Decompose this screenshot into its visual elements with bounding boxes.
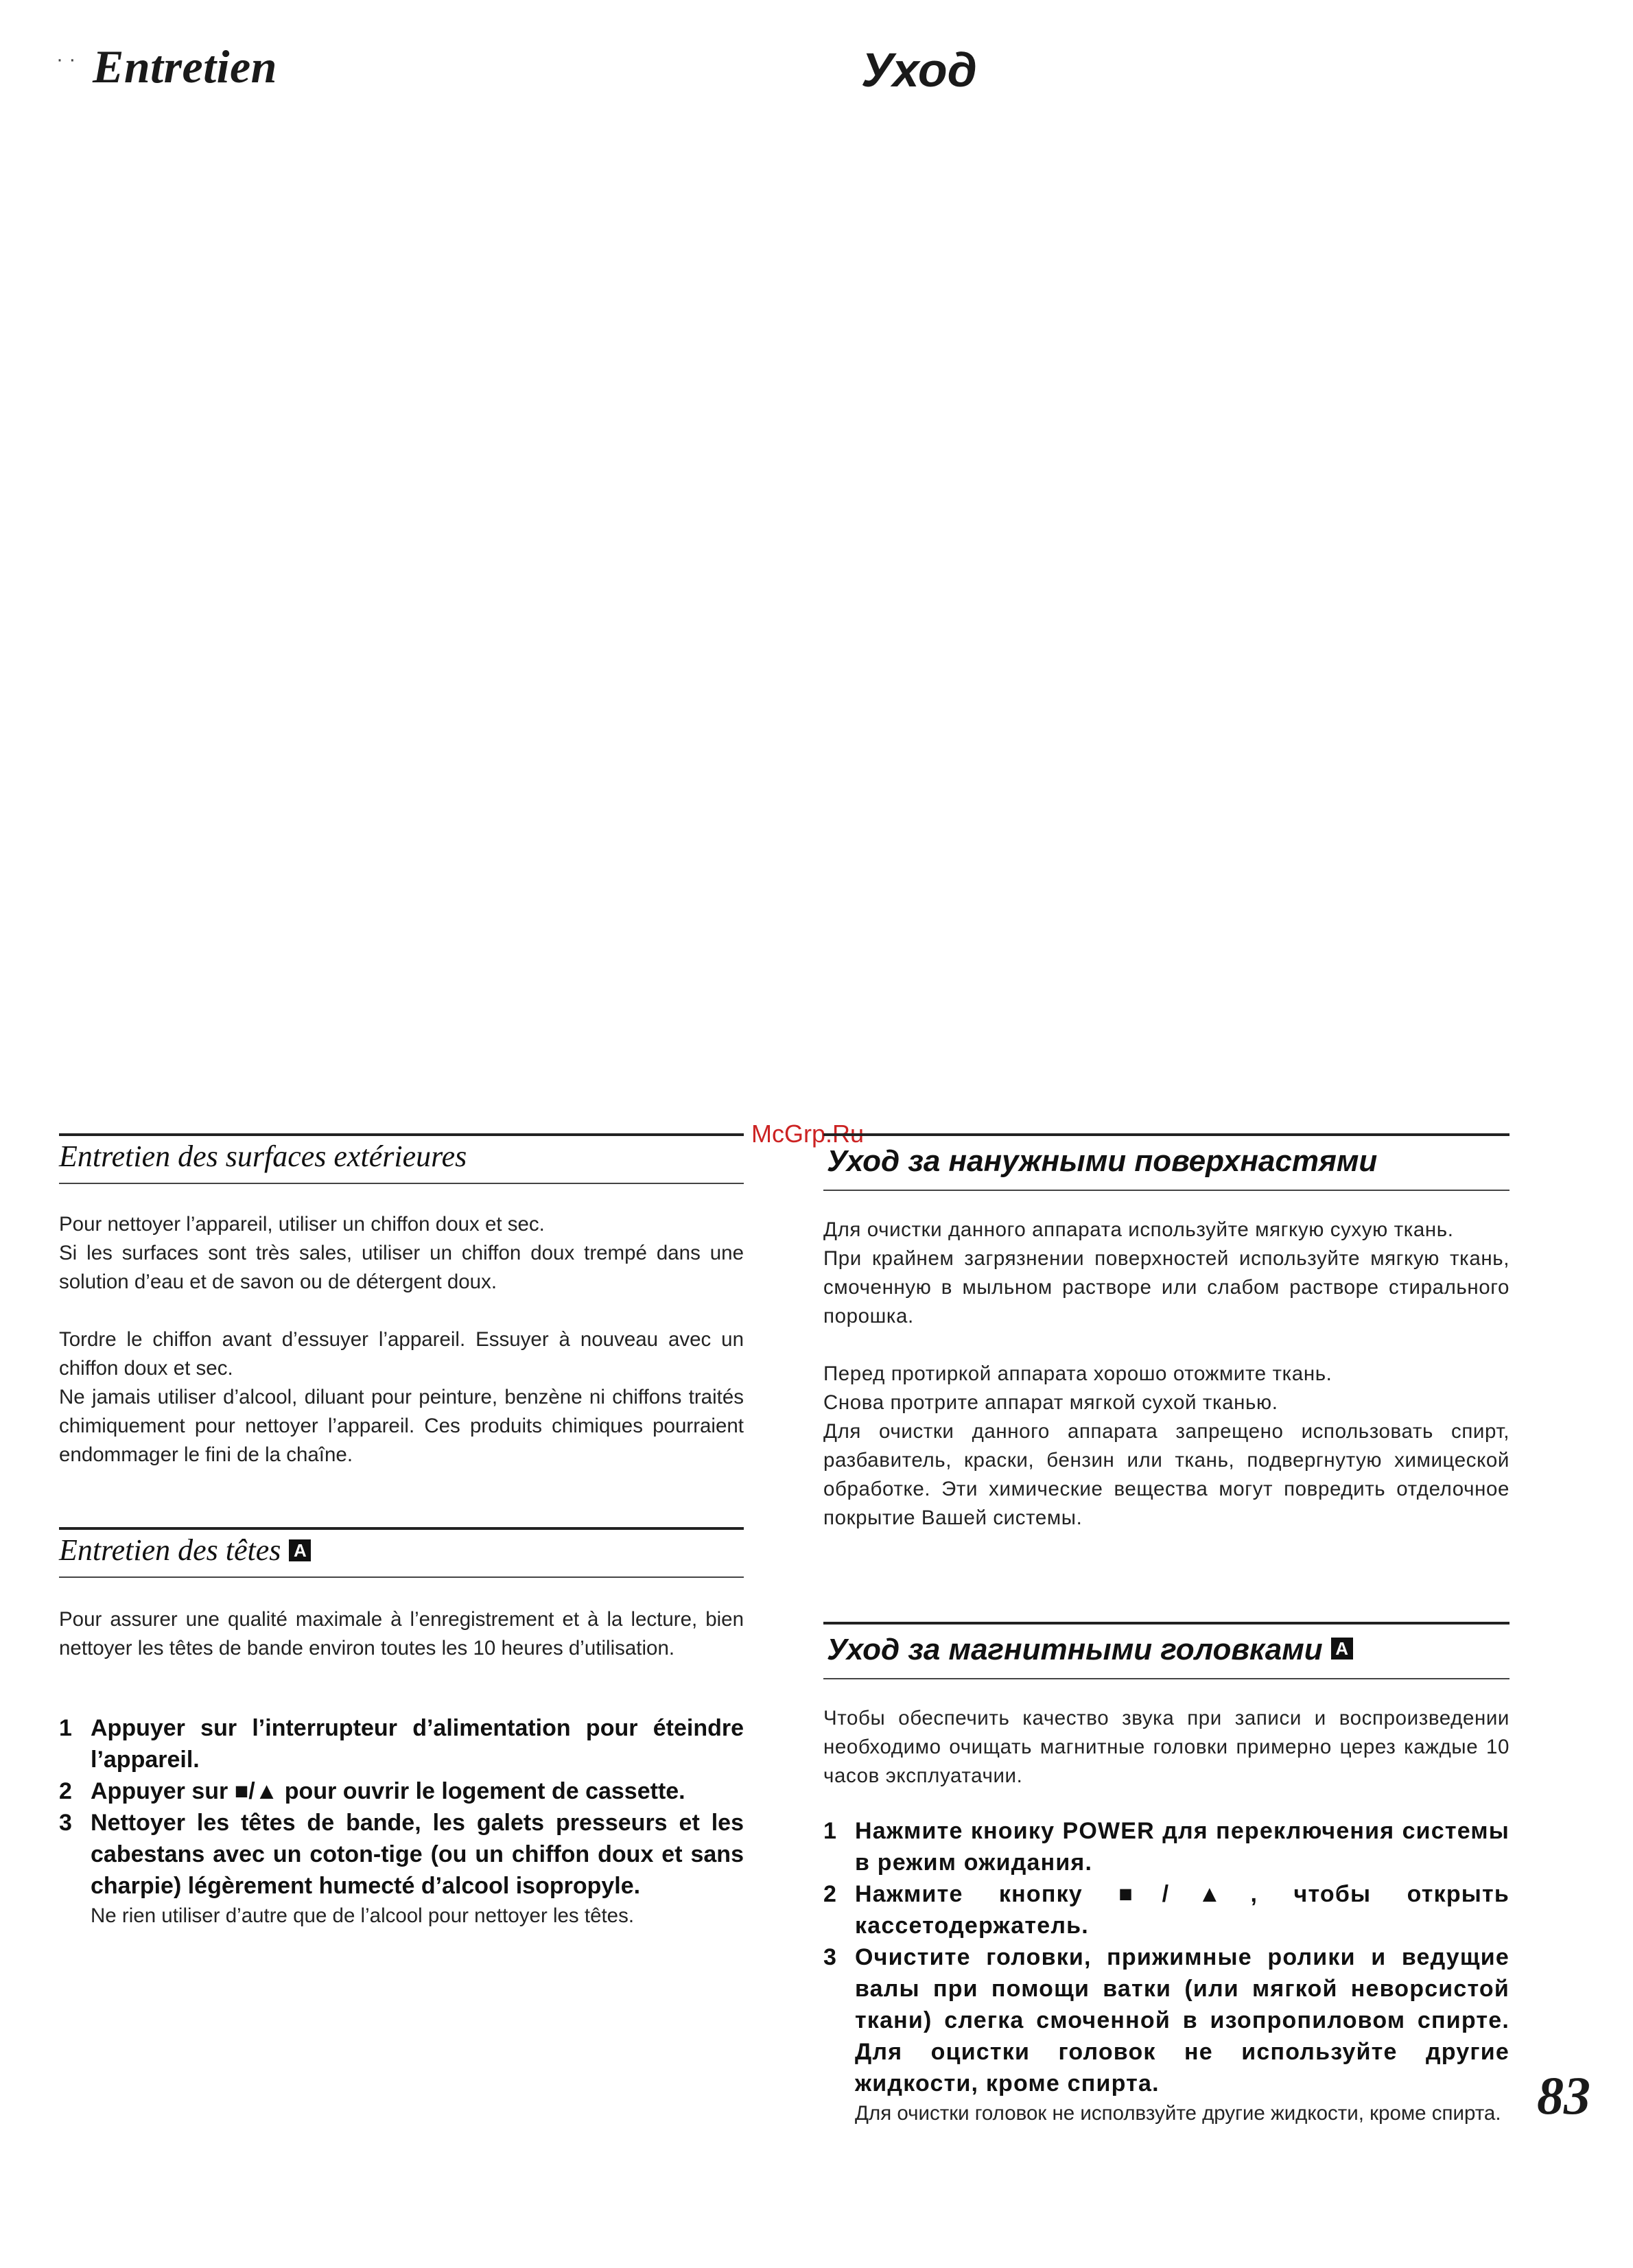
ru-step-2-text: Нажмите кнопку ■/▲, чтобы открыть кассетодержатель. <box>855 1881 1509 1939</box>
ru-heads-steps <box>823 1815 1509 2128</box>
ru-step-1-num: 1 <box>823 1818 838 1844</box>
scan-dots: · · <box>56 48 76 71</box>
figure-a-badge-ru: A <box>1331 1638 1353 1659</box>
watermark: McGrp.Ru <box>751 1120 865 1148</box>
ru-heads-top-rule <box>823 1622 1509 1625</box>
ru-surfaces-para-5: Для очистки данного аппарата запрещено использовать спирт, разбавитель, краски, бензин или ткань, подвергнутую химицеской обработке. Эти химические вещества могут повредить отделочное покрытие Вашей системы. <box>823 1420 1509 1529</box>
fr-step-3 <box>59 1807 744 1902</box>
fr-surfaces-bottom-rule <box>59 1183 744 1184</box>
ru-step-2 <box>823 1878 1509 1941</box>
ru-heads-heading-wrap <box>827 1633 1353 1667</box>
fr-heads-top-rule <box>59 1527 744 1530</box>
ru-heads-bottom-rule <box>823 1678 1509 1679</box>
ru-step-3-num: 3 <box>823 1944 838 1970</box>
fr-step-2 <box>59 1775 744 1807</box>
fr-surfaces-para-3: Tordre le chiffon avant d’essuyer l’appareil. Essuyer à nouveau avec un chiffon doux et sec. <box>59 1328 744 1380</box>
ru-step-1-text: Нажмите кноику POWER для переключения системы в режим ожидания. <box>855 1818 1509 1876</box>
ru-surfaces-body <box>823 1216 1509 1533</box>
fr-step-2-num: 2 <box>59 1778 72 1804</box>
ru-surfaces-bottom-rule <box>823 1190 1509 1191</box>
fr-surfaces-top-rule <box>59 1133 744 1136</box>
page-title-ru: Уход <box>861 43 977 97</box>
fr-step-2-text: Appuyer sur ■/▲ pour ouvrir le logement de cassette. <box>91 1778 685 1804</box>
ru-surfaces-para-3: Перед протиркой аппарата хорошо отожмите ткань. <box>823 1362 1332 1385</box>
fr-step-1-num: 1 <box>59 1715 72 1741</box>
ru-step-note: Для очистки головок не исполвзуйте другие жидкости, кроме спирта. <box>855 2102 1501 2125</box>
ru-step-3 <box>823 1941 1509 2099</box>
fr-step-note: Ne rien utiliser d’autre que de l’alcool pour nettoyer les têtes. <box>91 1904 635 1927</box>
ru-step-1 <box>823 1815 1509 1878</box>
ru-surfaces-para-2: При крайнем загрязнении поверхностей используйте мягкую ткань, смоченную в мыльном растворе или слабом растворе стирального порошка. <box>823 1247 1509 1327</box>
fr-heads-heading: Entretien des têtes <box>59 1533 281 1567</box>
ru-surfaces-heading: Уход за нанужными поверхнастями <box>827 1144 1378 1178</box>
page-number: 83 <box>1537 2066 1590 2125</box>
ru-step-2-num: 2 <box>823 1881 838 1907</box>
ru-heads-intro: Чтобы обеспечить качество звука при записи и воспроизведении необходимо очищать магнитные головки примерно церез каждые 10 часов эксплуатачии. <box>823 1707 1509 1787</box>
fr-step-3-text: Nettoyer les têtes de bande, les galets presseurs et les cabestans avec un coton-tige (ou un chiffon doux et sans charpie) légèrement humecté d’alcool isopropyle. <box>91 1810 744 1899</box>
fr-heads-intro: Pour assurer une qualité maximale à l’enregistrement et à la lecture, bien nettoyer les têtes de bande environ toutes les 10 heures d’utilisation. <box>59 1608 744 1659</box>
fr-surfaces-para-4: Ne jamais utiliser d’alcool, diluant pour peinture, benzène ni chiffons traités chimiquement pour nettoyer l’appareil. Ces produits chimiques pourraient endommager le fini de la chaîne. <box>59 1386 744 1466</box>
page-title-fr: Entretien <box>93 40 277 93</box>
fr-heads-bottom-rule <box>59 1576 744 1578</box>
fr-step-1-text: Appuyer sur l’interrupteur d’alimentation pour éteindre l’appareil. <box>91 1715 744 1773</box>
ru-surfaces-top-rule <box>823 1133 1509 1136</box>
figure-a-badge: A <box>289 1539 311 1561</box>
fr-surfaces-para-1: Pour nettoyer l’appareil, utiliser un chiffon doux et sec. <box>59 1213 545 1236</box>
fr-heads-heading-wrap <box>59 1533 311 1568</box>
fr-surfaces-heading: Entretien des surfaces extérieures <box>59 1139 467 1173</box>
fr-step-3-num: 3 <box>59 1810 72 1836</box>
fr-step-1 <box>59 1712 744 1775</box>
ru-surfaces-para-1: Для очистки данного аппарата используйте мягкую сухую ткань. <box>823 1218 1454 1241</box>
ru-surfaces-para-4: Снова протрите аппарат мягкой сухой тканью. <box>823 1391 1278 1414</box>
ru-heads-heading: Уход за магнитными головками <box>827 1633 1323 1666</box>
fr-surfaces-body <box>59 1210 744 1469</box>
fr-heads-steps <box>59 1712 744 1930</box>
ru-step-3-text: Очистите головки, прижимные ролики и ведущие валы при помощи ватки (или мягкой неворсистой ткани) слегка смоченной в изопропиловом спирте. Для оцистки головок не используйте другие жидкости, кроме спирта. <box>855 1944 1509 2096</box>
fr-surfaces-para-2: Si les surfaces sont très sales, utiliser un chiffon doux trempé dans une solution d’eau et de savon ou de détergent doux. <box>59 1242 744 1293</box>
